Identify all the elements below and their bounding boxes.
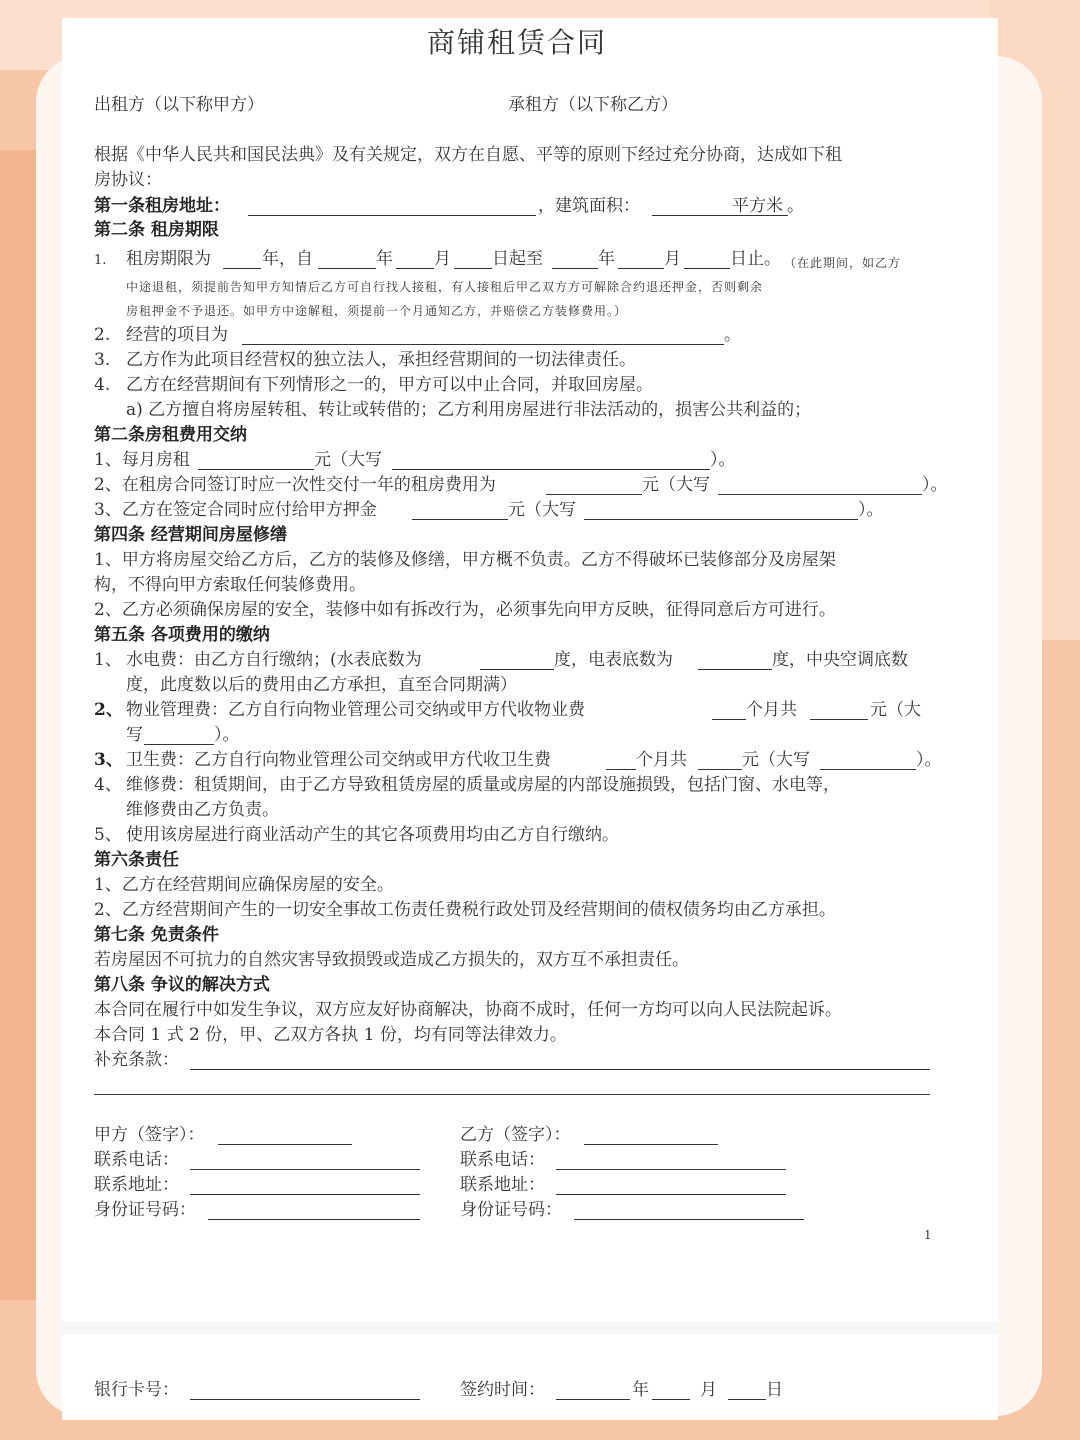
year-label: 年 <box>632 1380 649 1400</box>
party-a-sign-blank <box>218 1144 352 1145</box>
rent-text: 1、每月房租 <box>94 450 190 470</box>
sanitation-fee-blank <box>606 769 636 770</box>
clause-number: 5、 <box>94 825 122 845</box>
rent-heading: 第二条房租费用交纳 <box>94 425 247 445</box>
party-a-sign-label: 甲方（签字）： <box>94 1125 205 1145</box>
term-note: 中途退租，须提前告知甲方知情后乙方可自行找人接租，有人接租后甲乙双方方可解除合约退还押金，否则剩余 <box>126 280 764 294</box>
rent-blank <box>392 469 710 470</box>
page-gap <box>62 1322 998 1334</box>
rent-text: 2、在租房合同签订时应一次性交付一年的租房费用为 <box>94 475 496 495</box>
term-text: 年，自 <box>262 249 313 269</box>
utility-text: 度，电表底数为 <box>554 650 673 670</box>
power-meter-blank <box>698 669 772 670</box>
deposit-text: 3、乙方在签定合同时应付给甲方押金 <box>94 500 377 520</box>
deposit-text: 元（大写 <box>508 500 576 520</box>
property-fee-text: ）。 <box>214 725 240 745</box>
deposit-blank <box>412 519 508 520</box>
supplement-blank <box>94 1094 930 1095</box>
term-text: 日起至 <box>492 249 543 269</box>
utility-text: 水电费：由乙方自行缴纳；(水表底数为 <box>126 650 422 670</box>
sanitation-fee-blank <box>820 769 916 770</box>
term-blank <box>618 268 664 269</box>
intro-line: 房协议： <box>94 170 162 190</box>
contract-page <box>62 18 998 1420</box>
clause-text: 本合同在履行中如发生争议，双方应友好协商解决，协商不成时，任何一方均可以向人民法院起诉。 <box>94 1000 842 1020</box>
party-b-phone-label: 联系电话： <box>460 1150 545 1170</box>
day-label: 日 <box>766 1380 783 1400</box>
property-fee-text: 物业管理费：乙方自行向物业管理公司交纳或甲方代收物业费 <box>126 700 585 720</box>
sanitation-fee-blank <box>698 769 742 770</box>
property-fee-text: 个月共 <box>746 700 797 720</box>
sign-day-blank <box>728 1399 766 1400</box>
repair-text: 维修费：租赁期间，由于乙方导致租赁房屋的质量或房屋的内部设施损毁，包括门窗、水电等， <box>126 775 840 795</box>
intro-line: 根据《中华人民共和国民法典》及有关规定，双方在自愿、平等的原则下经过充分协商，达成如下租 <box>94 145 842 165</box>
area-unit-end: 。 <box>787 196 804 216</box>
article-4-heading: 第四条 经营期间房屋修缮 <box>94 525 287 545</box>
sign-date-label: 签约时间： <box>460 1380 545 1400</box>
area-unit: 平方米 <box>732 196 783 216</box>
rent-blank <box>546 494 642 495</box>
rent-text: 元（大写 <box>642 475 710 495</box>
party-b-id-label: 身份证号码： <box>460 1200 562 1220</box>
business-scope-blank <box>242 344 724 345</box>
term-note: （在此期间，如乙方 <box>784 256 902 270</box>
article-2-heading: 第二条 租房期限 <box>94 220 219 240</box>
business-scope-end: 。 <box>724 325 741 345</box>
area-label: ，建筑面积： <box>538 196 640 216</box>
address-blank <box>248 215 536 216</box>
sanitation-fee-text: 个月共 <box>636 750 687 770</box>
article-5-heading: 第五条 各项费用的缴纳 <box>94 625 270 645</box>
term-blank <box>552 268 598 269</box>
sign-year-blank <box>556 1399 630 1400</box>
term-blank <box>454 268 492 269</box>
clause-text: a) 乙方擅自将房屋转租、转让或转借的；乙方利用房屋进行非法活动的，损害公共利益的； <box>126 400 812 420</box>
clause-text: 构，不得向甲方索取任何装修费用。 <box>94 575 366 595</box>
term-note: 房租押金不予退还。如甲方中途解租，须提前一个月通知乙方，并赔偿乙方装修费用。） <box>126 304 628 318</box>
utility-text: 度，中央空调底数 <box>772 650 908 670</box>
water-meter-blank <box>480 669 554 670</box>
bank-card-blank <box>190 1399 420 1400</box>
property-fee-text: 写 <box>126 725 143 745</box>
clause-number: 4、 <box>94 775 122 795</box>
sanitation-fee-text: ）。 <box>916 750 942 770</box>
property-fee-blank <box>712 719 746 720</box>
clause-number: 1、 <box>94 650 122 670</box>
lessee-label: 承租方（以下称乙方） <box>508 95 678 115</box>
business-scope-label: 经营的项目为 <box>126 325 228 345</box>
rent-text: ）。 <box>922 475 948 495</box>
party-b-sign-label: 乙方（签字）： <box>460 1125 571 1145</box>
clause-text: 使用该房屋进行商业活动产生的其它各项费用均由乙方自行缴纳。 <box>126 825 619 845</box>
term-text: 租房期限为 <box>126 249 211 269</box>
article-1-label: 第一条租房地址： <box>94 196 230 216</box>
party-a-phone-label: 联系电话： <box>94 1150 179 1170</box>
clause-text: 2、乙方必须确保房屋的安全，装修中如有拆改行为，必须事先向甲方反映，征得同意后方可进行。 <box>94 600 836 620</box>
clause-number: 4. <box>94 375 111 395</box>
clause-text: 2、乙方经营期间产生的一切安全事故工伤责任费税行政处罚及经营期间的债权债务均由乙方承担。 <box>94 900 836 920</box>
sanitation-fee-text: 元（大写 <box>742 750 810 770</box>
term-text: 年 <box>376 249 393 269</box>
property-fee-blank <box>810 719 868 720</box>
deposit-text: ）。 <box>858 500 884 520</box>
page-title: 商铺租赁合同 <box>427 26 608 59</box>
rent-blank <box>198 469 314 470</box>
party-a-phone-blank <box>190 1169 420 1170</box>
sanitation-fee-text: 卫生费：乙方自行向物业管理公司交纳或甲方代收卫生费 <box>126 750 551 770</box>
term-blank <box>223 268 261 269</box>
clause-number: 2. <box>94 325 111 345</box>
clause-text: 1、甲方将房屋交给乙方后，乙方的装修及修缮，甲方概不负责。乙方不得破坏已装修部分及房屋架 <box>94 550 836 570</box>
clause-text: 若房屋因不可抗力的自然灾害导致损毁或造成乙方损失的，双方互不承担责任。 <box>94 950 689 970</box>
clause-text: 本合同 1 式 2 份，甲、乙双方各执 1 份，均有同等法律效力。 <box>94 1025 567 1045</box>
party-a-id-blank <box>208 1219 420 1220</box>
term-blank <box>396 268 434 269</box>
term-text: 日止。 <box>730 249 781 269</box>
rent-text: ）。 <box>710 450 736 470</box>
clause-number: 2、 <box>94 700 123 720</box>
clause-number: 3. <box>94 350 111 370</box>
property-fee-text: 元（大 <box>870 700 921 720</box>
party-a-address-label: 联系地址： <box>94 1175 179 1195</box>
article-7-heading: 第七条 免责条件 <box>94 925 219 945</box>
term-blank <box>318 268 376 269</box>
article-8-heading: 第八条 争议的解决方式 <box>94 975 270 995</box>
term-text: 月 <box>664 249 681 269</box>
property-fee-blank <box>144 744 214 745</box>
clause-text: 乙方作为此项目经营权的独立法人，承担经营期间的一切法律责任。 <box>126 350 636 370</box>
repair-text: 维修费由乙方负责。 <box>126 800 279 820</box>
party-a-id-label: 身份证号码： <box>94 1200 196 1220</box>
party-b-address-label: 联系地址： <box>460 1175 545 1195</box>
bank-card-label: 银行卡号： <box>94 1380 179 1400</box>
supplement-label: 补充条款： <box>94 1050 179 1070</box>
supplement-blank <box>190 1069 930 1070</box>
term-text: 年 <box>598 249 615 269</box>
party-b-address-blank <box>556 1194 786 1195</box>
clause-number: 3、 <box>94 750 123 770</box>
party-b-id-blank <box>574 1219 804 1220</box>
clause-text: 乙方在经营期间有下列情形之一的，甲方可以中止合同，并取回房屋。 <box>126 375 653 395</box>
article-6-heading: 第六条责任 <box>94 850 179 870</box>
term-blank <box>684 268 730 269</box>
lessor-label: 出租方（以下称甲方） <box>94 95 264 115</box>
clause-text: 1、乙方在经营期间应确保房屋的安全。 <box>94 875 394 895</box>
term-text: 月 <box>434 249 451 269</box>
page-number: 1 <box>924 1228 932 1242</box>
deposit-blank <box>584 519 858 520</box>
party-a-address-blank <box>190 1194 420 1195</box>
clause-number: 1. <box>94 253 107 268</box>
rent-text: 元（大写 <box>314 450 382 470</box>
utility-text: 度，此度数以后的费用由乙方承担，直至合同期满） <box>126 675 517 695</box>
rent-blank <box>718 494 922 495</box>
month-label: 月 <box>700 1380 717 1400</box>
party-b-phone-blank <box>556 1169 786 1170</box>
party-b-sign-blank <box>584 1144 718 1145</box>
sign-month-blank <box>652 1399 690 1400</box>
